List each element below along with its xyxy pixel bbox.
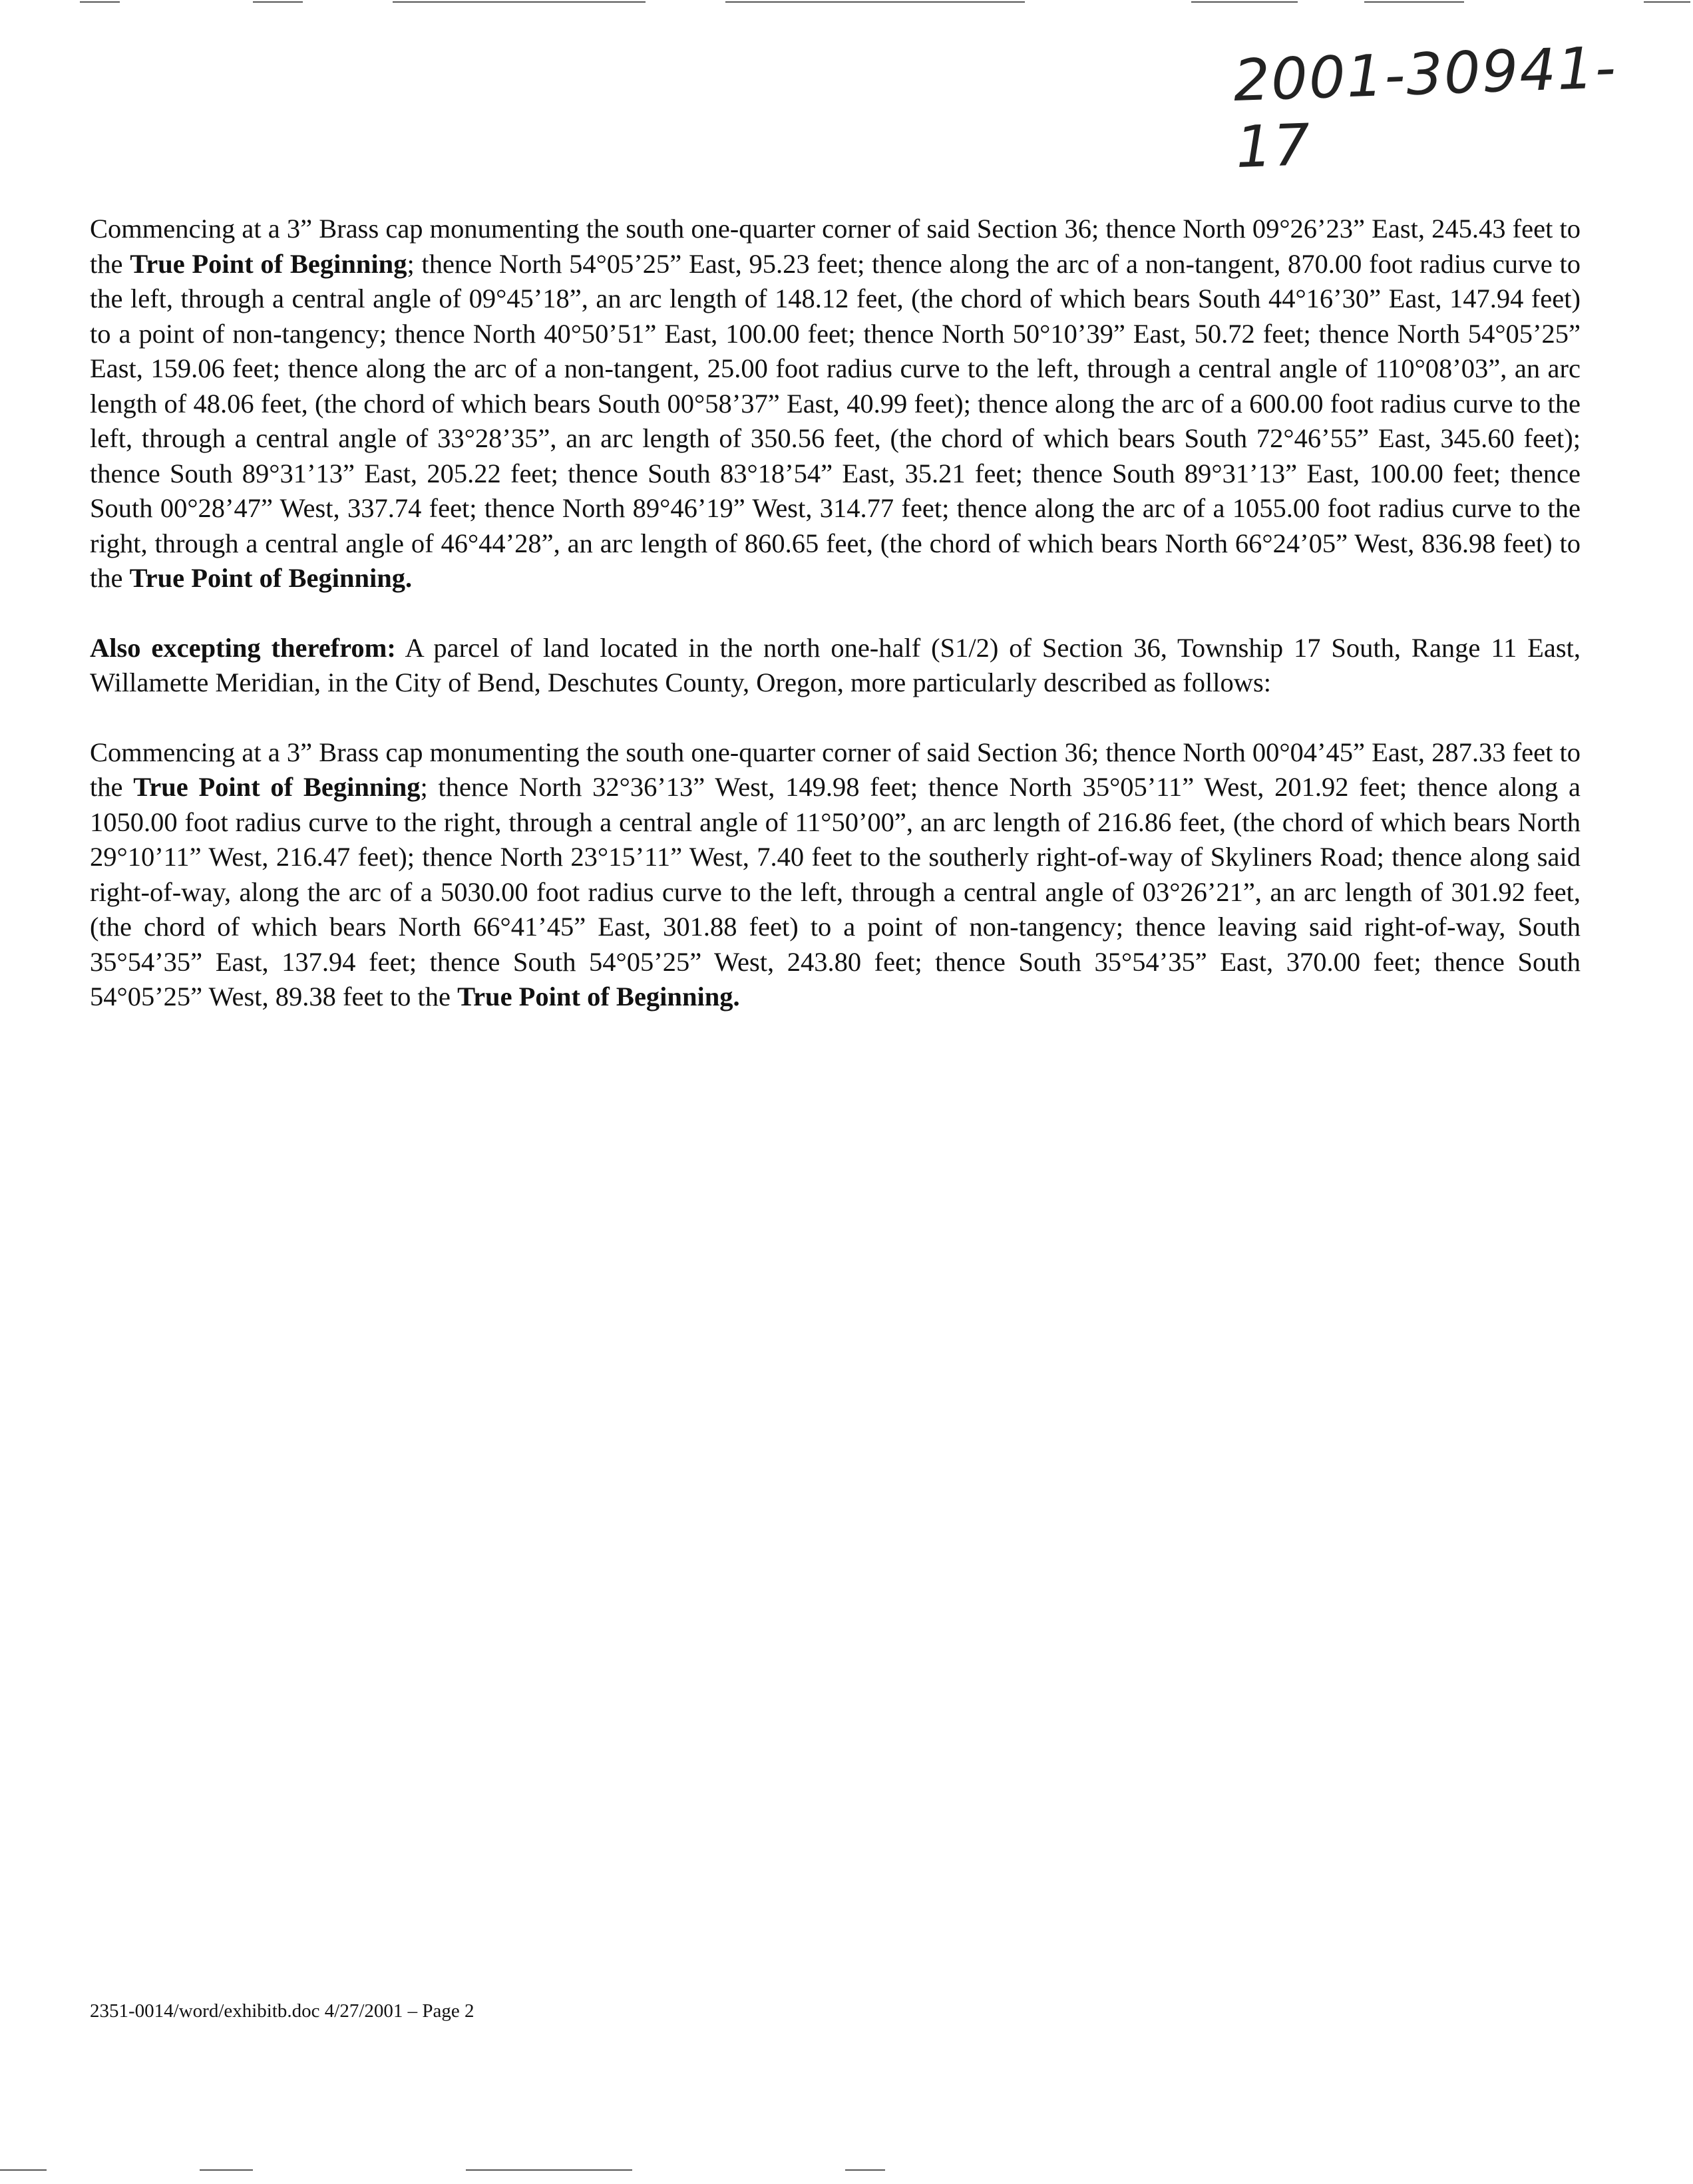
bold-text-run: True Point of Beginning.: [129, 563, 413, 593]
bold-text-run: Also excepting therefrom:: [90, 632, 396, 663]
scan-mark: [1644, 1, 1690, 3]
scan-mark: [1191, 1, 1298, 3]
text-run: A parcel of land located in the north one-half (S1/2) of Section 36, Township 17 South, Range 11 East, Willamette Meridian, in the City of Bend, Deschutes County, Oregon, more particularly described as follows:: [90, 632, 1581, 697]
scan-mark: [80, 1, 120, 3]
page-footer: 2351-0014/word/exhibitb.doc 4/27/2001 – Page 2: [90, 2000, 474, 2022]
scan-mark: [253, 1, 303, 3]
bold-text-run: True Point of Beginning: [133, 772, 421, 802]
scan-mark: [466, 2169, 632, 2171]
text-run: Commencing at a 3” Brass cap monumenting the south one-quarter corner of said Section 36; thence North 09°26’23” East, 245.43 feet to the: [90, 214, 1581, 279]
paragraph-legal-description: [90, 212, 1581, 596]
bold-text-run: True Point of Beginning.: [457, 982, 740, 1011]
recording-stamp: 2001-30941-17: [1232, 34, 1618, 181]
scan-mark: [393, 1, 646, 3]
scan-mark: [0, 2169, 47, 2171]
scan-artifact-top: [0, 0, 1693, 4]
paragraph-legal-description-2: [90, 735, 1581, 1015]
text-run: ; thence North 54°05’25” East, 95.23 feet; thence along the arc of a non-tangent, 870.00 foot radius curve to the left, through a central angle of 09°45’18”, an arc length of 148.12 feet, (the chord of which bears South 44°16’30” East, 147.94 feet) to a point of non-tangency; thence North 40°50’51” East, 100.00 feet; thence North 50°10’39” East, 50.72 feet; thence North 54°05’25” East, 159.06 feet; thence along the arc of a non-tangent, 25.00 foot radius curve to the left, through a central angle of 110°08’03”, an arc length of 48.06 feet, (the chord of which bears South 00°58’37” East, 40.99 feet); thence along the arc of a 600.00 foot radius curve to the left, through a central angle of 33°28’35”, an arc length of 350.56 feet, (the chord of which bears South 72°46’55” East, 345.60 feet); thence South 89°31’13” East, 205.22 feet; thence South 83°18’54” East, 35.21 feet; thence South 89°31’13” East, 100.00 feet; thence South 00°28’47” West, 337.74 feet; thence North 89°46’19” West, 314.77 feet; thence along the arc of a 1055.00 foot radius curve to the right, through a central angle of 46°44’28”, an arc length of 860.65 feet, (the chord of which bears North 66°24’05” West, 836.98 feet) to the: [90, 248, 1581, 593]
bold-text-run: True Point of Beginning: [130, 248, 407, 279]
text-run: ; thence North 32°36’13” West, 149.98 feet; thence North 35°05’11” West, 201.92 feet; thence along a 1050.00 foot radius curve to the right, through a central angle of 11°50’00”, an arc length of 216.86 feet, (the chord of which bears North 29°10’11” West, 216.47 feet); thence North 23°15’11” West, 7.40 feet to the southerly right-of-way of Skyliners Road; thence along said right-of-way, along the arc of a 5030.00 foot radius curve to the left, through a central angle of 03°26’21”, an arc length of 301.92 feet, (the chord of which bears North 66°41’45” East, 301.88 feet) to a point of non-tangency; thence leaving said right-of-way, South 35°54’35” East, 137.94 feet; thence South 54°05’25” West, 243.80 feet; thence South 35°54’35” East, 370.00 feet; thence South 54°05’25” West, 89.38 feet to the: [90, 772, 1581, 1011]
scan-mark: [200, 2169, 253, 2171]
scan-mark: [725, 1, 1025, 3]
scan-mark: [845, 2169, 885, 2171]
paragraph-exception: [90, 631, 1581, 701]
scan-mark: [1364, 1, 1464, 3]
document-body: [90, 212, 1581, 1049]
scan-artifact-bottom: [0, 2168, 1693, 2172]
text-run: Commencing at a 3” Brass cap monumenting the south one-quarter corner of said Section 36; thence North 00°04’45” East, 287.33 feet to the: [90, 737, 1581, 802]
